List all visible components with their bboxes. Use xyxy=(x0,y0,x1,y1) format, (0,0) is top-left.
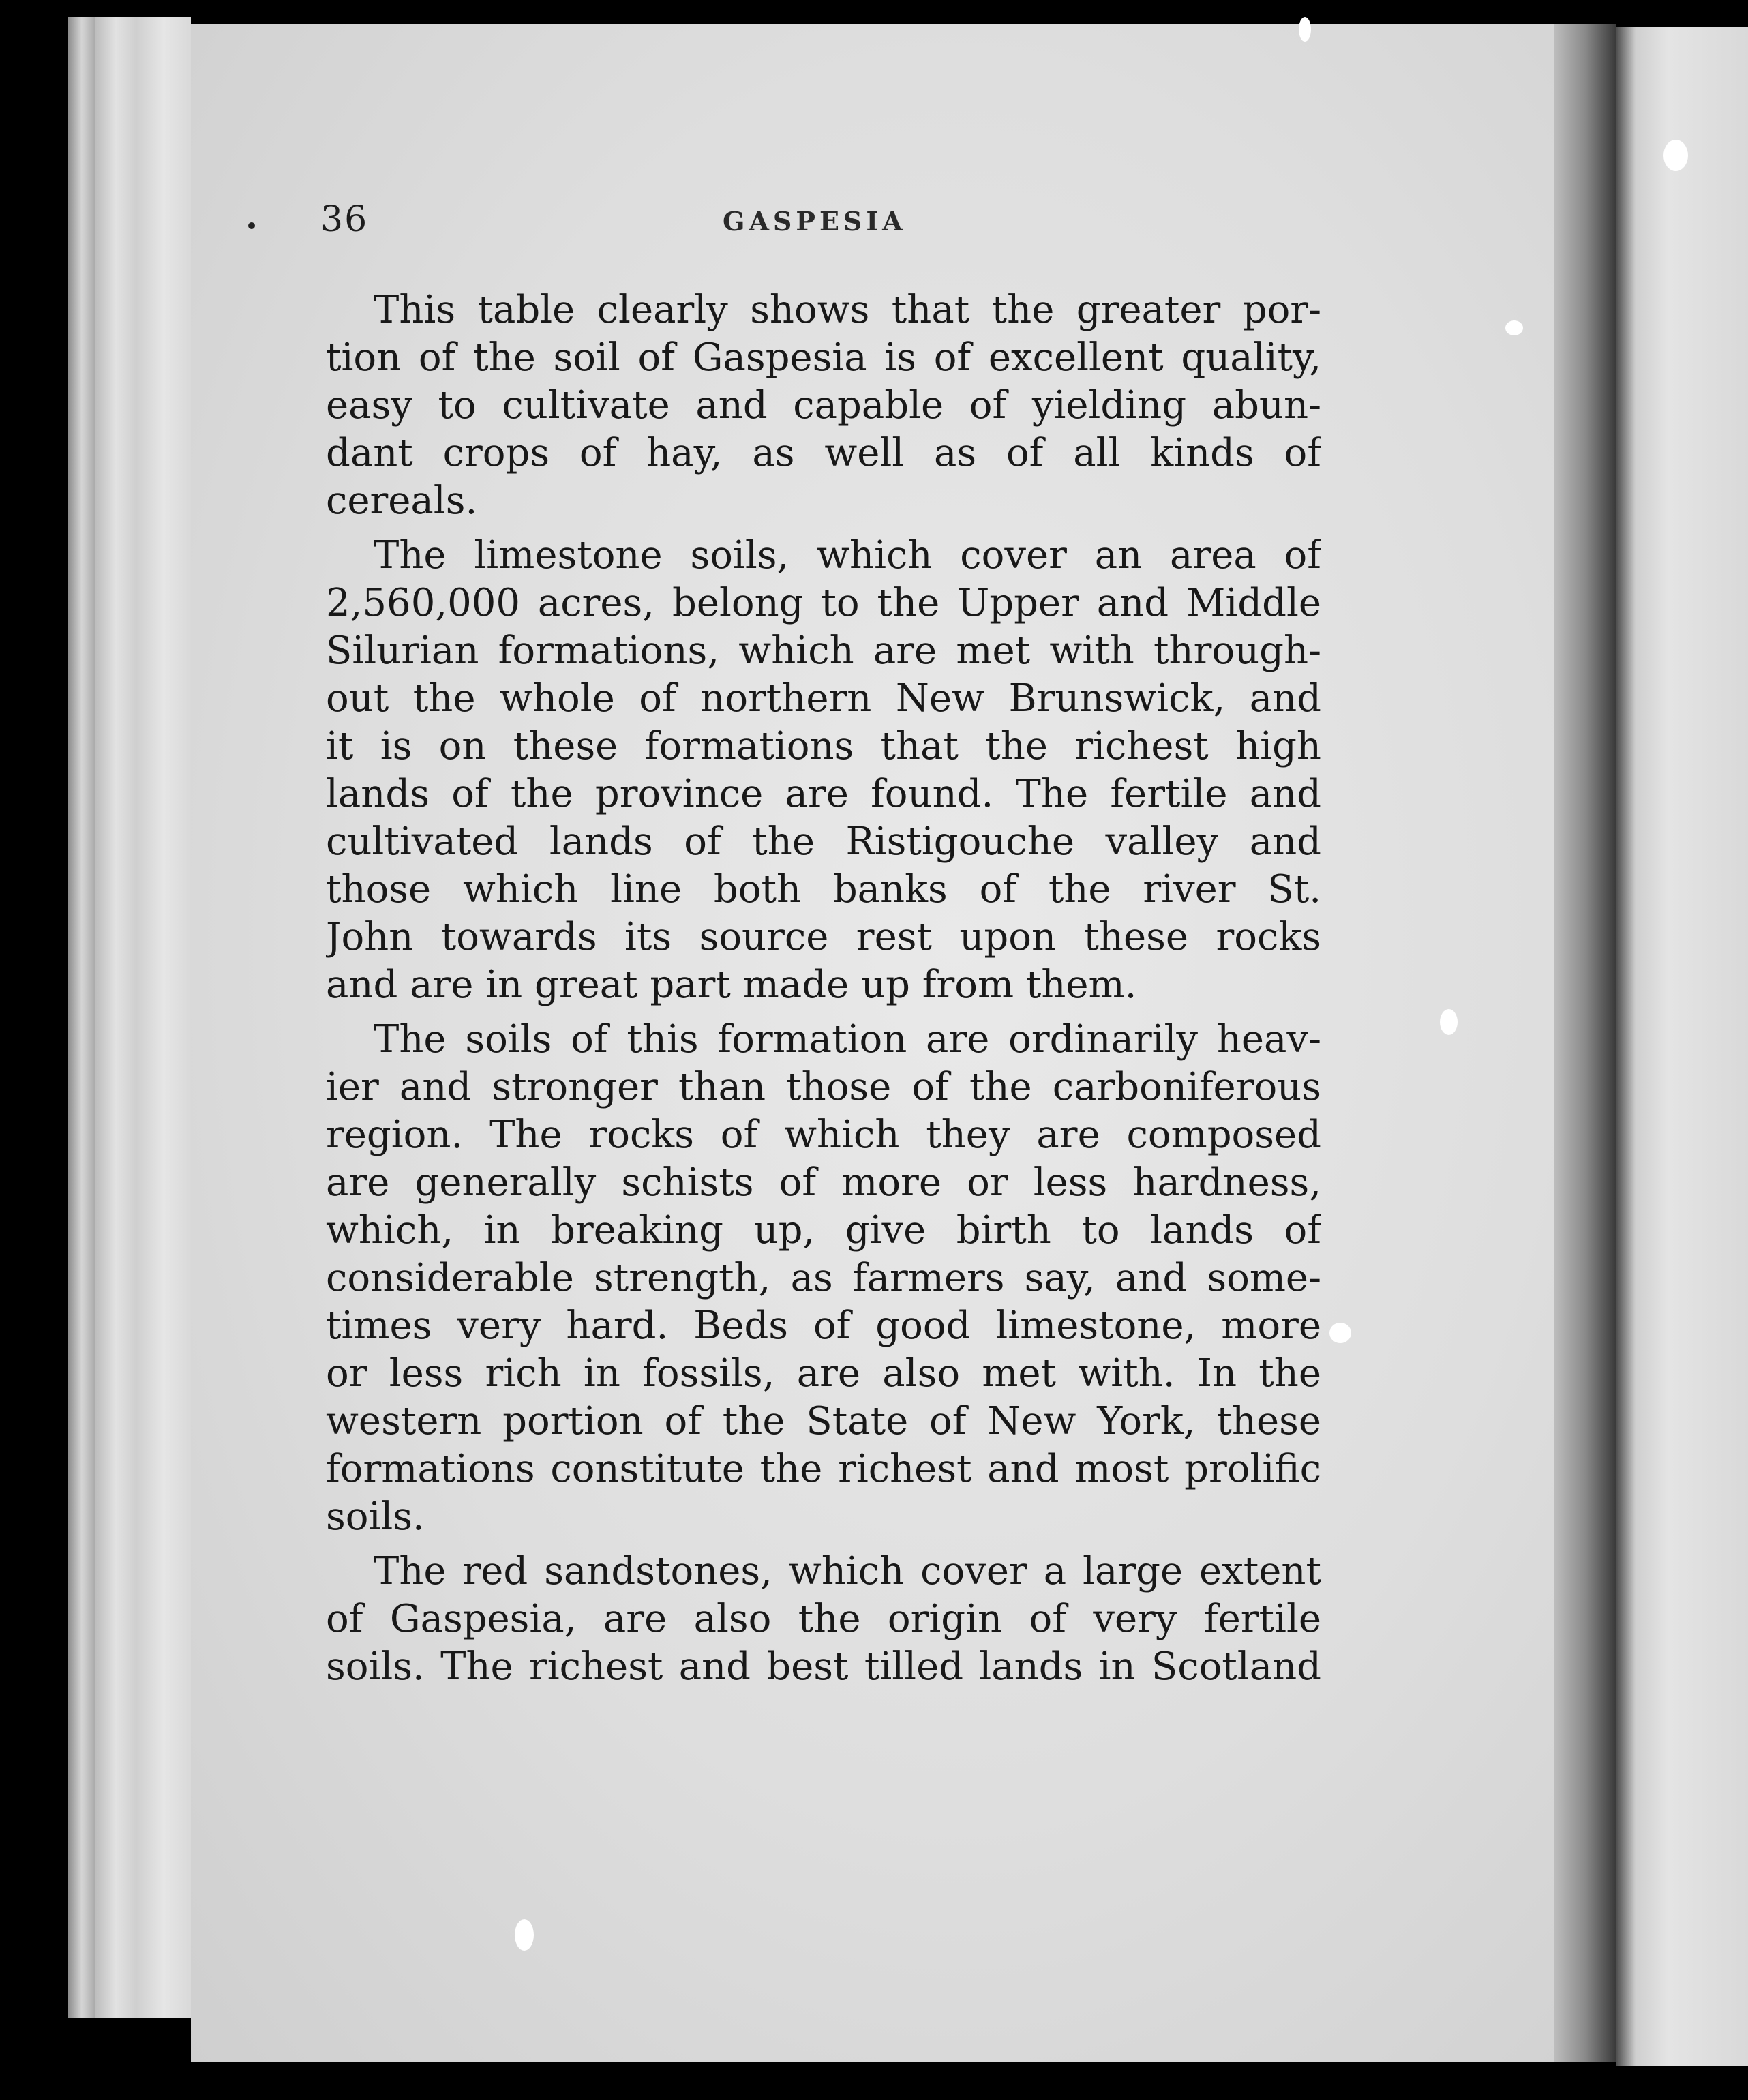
text-line: John towards its source rest upon these rocks xyxy=(326,915,1321,959)
text-line: and are in great part made up from them. xyxy=(326,963,1137,1007)
scan-speck xyxy=(1663,140,1688,171)
text-line: The limestone soils, which cover an area of xyxy=(374,533,1321,578)
text-line: Silurian formations, which are met with through- xyxy=(326,629,1321,673)
text-line: tion of the soil of Gaspesia is of excellent quality, xyxy=(326,335,1321,380)
text-line: soils. xyxy=(326,1495,425,1539)
running-head: GASPESIA xyxy=(723,206,907,237)
text-line: of Gaspesia, are also the origin of very fertile xyxy=(326,1597,1321,1641)
page-edge xyxy=(136,17,191,2018)
paragraph xyxy=(326,286,1321,525)
scan-speck xyxy=(515,1919,534,1951)
page-edge xyxy=(95,17,136,2018)
scan-speck xyxy=(1505,320,1523,335)
scan-speck xyxy=(1299,17,1311,42)
page-number: 36 xyxy=(320,199,369,240)
scan-speck xyxy=(1329,1323,1351,1343)
body-text xyxy=(326,286,1321,1698)
text-line: it is on these formations that the richest high xyxy=(326,724,1321,768)
paragraph xyxy=(326,532,1321,1009)
text-line: considerable strength, as farmers say, and some- xyxy=(326,1256,1321,1300)
text-line: times very hard. Beds of good limestone, more xyxy=(326,1304,1321,1348)
text-line: The soils of this formation are ordinarily heav- xyxy=(374,1017,1321,1062)
text-line: are generally schists of more or less hardness, xyxy=(326,1160,1321,1205)
facing-page-edge xyxy=(1616,27,1748,2066)
text-line: 2,560,000 acres, belong to the Upper and Middle xyxy=(326,581,1321,625)
paragraph xyxy=(326,1548,1321,1691)
scan-speck xyxy=(1440,1009,1458,1035)
text-line: or less rich in fossils, are also met with. In the xyxy=(326,1351,1321,1396)
text-line: western portion of the State of New York, these xyxy=(326,1399,1321,1443)
page-edge xyxy=(68,17,95,2018)
ink-dot xyxy=(248,222,255,229)
text-line: formations constitute the richest and most prolific xyxy=(326,1447,1321,1491)
text-line: easy to cultivate and capable of yielding abun- xyxy=(326,383,1321,427)
text-line: The red sandstones, which cover a large extent xyxy=(374,1549,1321,1593)
text-line: lands of the province are found. The fertile and xyxy=(326,772,1321,816)
gutter-shadow xyxy=(1554,24,1616,2062)
page-header xyxy=(320,199,1343,254)
text-line: soils. The richest and best tilled lands in Scotland xyxy=(326,1645,1321,1689)
text-line: ier and stronger than those of the carboniferous xyxy=(326,1065,1321,1109)
text-line: cereals. xyxy=(326,479,478,523)
text-line: cultivated lands of the Ristigouche valley and xyxy=(326,820,1321,864)
text-line: region. The rocks of which they are composed xyxy=(326,1113,1321,1157)
text-line: This table clearly shows that the greater por- xyxy=(374,288,1321,332)
paragraph xyxy=(326,1016,1321,1541)
text-line: which, in breaking up, give birth to lands of xyxy=(326,1208,1321,1252)
text-line: dant crops of hay, as well as of all kinds of xyxy=(326,431,1321,475)
text-line: out the whole of northern New Brunswick, and xyxy=(326,676,1321,721)
text-line: those which line both banks of the river St. xyxy=(326,867,1321,912)
